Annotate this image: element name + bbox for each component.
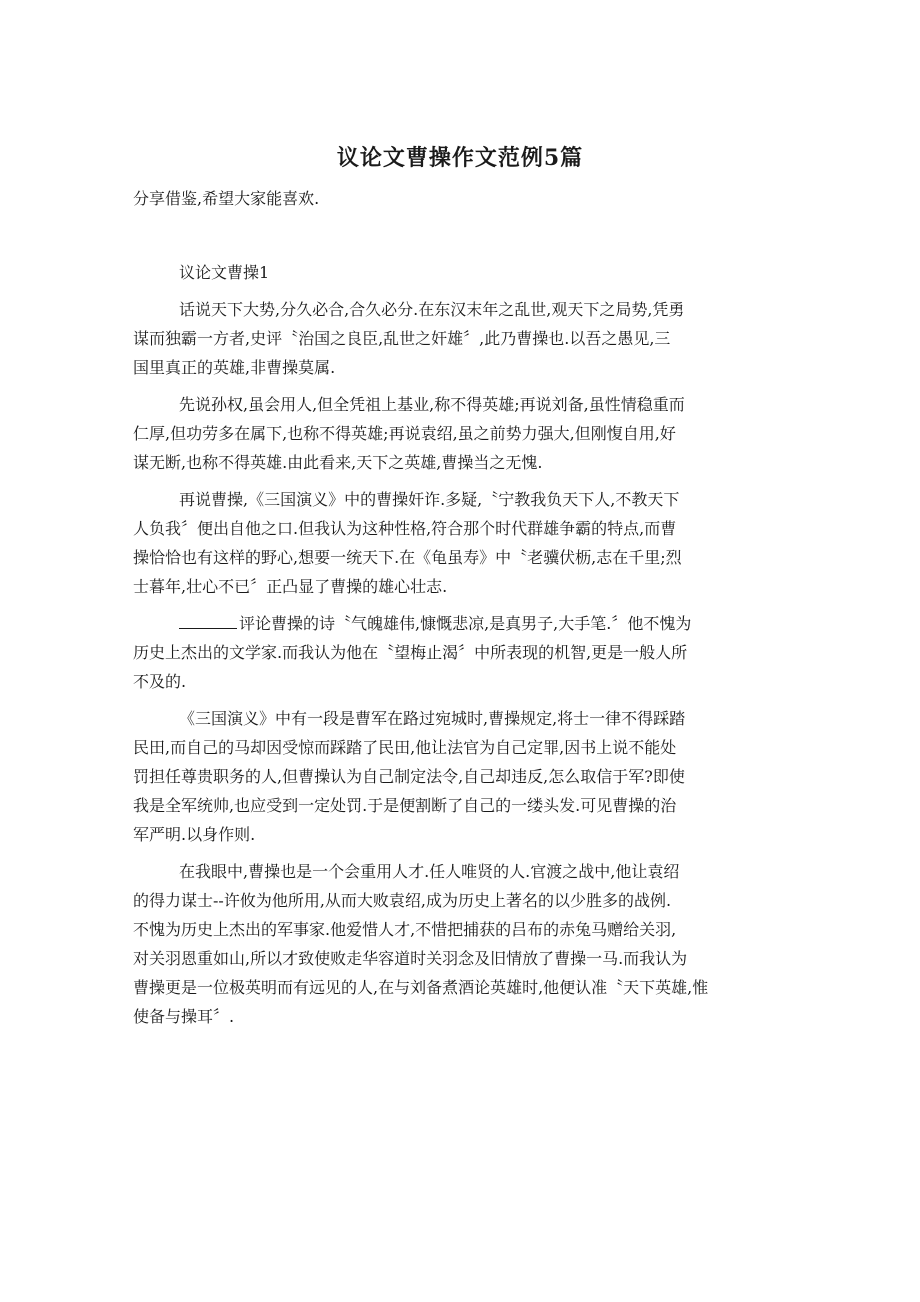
intro-text: 分享借鉴,希望大家能喜欢.	[133, 189, 320, 208]
paragraph-1	[133, 295, 813, 382]
paragraph-line: 的得力谋士--许攸为他所用,从而大败袁绍,成为历史上著名的以少胜多的战例.	[133, 891, 672, 910]
paragraph-2	[133, 390, 813, 477]
paragraph-line: 历史上杰出的文学家.而我认为他在〝望梅止渴〞中所表现的机智,更是一般人所	[133, 643, 688, 662]
section-heading-text: 议论文曹操1	[179, 263, 270, 282]
paragraph-line: 人负我〞便出自他之口.但我认为这种性格,符合那个时代群雄争霸的特点,而曹	[133, 519, 677, 538]
article-body	[133, 258, 813, 1039]
paragraph-line: 不愧为历史上杰出的军事家.他爱惜人才,不惜把捕获的吕布的赤兔马赠给关羽,	[133, 920, 677, 939]
paragraph-5	[133, 704, 813, 849]
paragraph-line: 仁厚,但功劳多在属下,也称不得英雄;再说袁绍,虽之前势力强大,但刚愎自用,好	[133, 424, 676, 443]
paragraph-line-with-blank	[133, 609, 813, 638]
paragraph-line: 使备与操耳〞.	[133, 1007, 235, 1026]
fill-in-blank	[179, 610, 237, 629]
paragraph-line: 《三国演义》中有一段是曹军在路过宛城时,曹操规定,将士一律不得踩踏	[179, 709, 686, 728]
paragraph-line: 对关羽恩重如山,所以才致使败走华容道时关羽念及旧情放了曹操一马.而我认为	[133, 949, 688, 968]
paragraph-line: 先说孙权,虽会用人,但全凭祖上基业,称不得英雄;再说刘备,虽性情稳重而	[179, 395, 685, 414]
paragraph-6	[133, 857, 813, 1031]
paragraph-line: 国里真正的英雄,非曹操莫属.	[133, 358, 336, 377]
paragraph-line: 再说曹操,《三国演义》中的曹操奸诈.多疑,〝宁教我负天下人,不教天下	[179, 490, 680, 509]
paragraph-4	[133, 609, 813, 696]
document-title: 议论文曹操作文范例5篇	[336, 145, 584, 171]
paragraph-line: 罚担任尊贵职务的人,但曹操认为自己制定法令,自己却违反,怎么取信于军?即使	[133, 767, 685, 786]
paragraph-line: 曹操更是一位极英明而有远见的人,在与刘备煮酒论英雄时,他便认准〝天下英雄,惟	[133, 978, 709, 997]
paragraph-3	[133, 485, 813, 601]
paragraph-line: 操恰恰也有这样的野心,想要一统天下.在《龟虽寿》中〝老骥伏枥,志在千里;烈	[133, 548, 682, 567]
paragraph-line: 军严明.以身作则.	[133, 825, 256, 844]
paragraph-line: 不及的.	[133, 672, 187, 691]
paragraph-line: 民田,而自己的马却因受惊而踩踏了民田,他让法官为自己定罪,因书上说不能处	[133, 738, 677, 757]
paragraph-line: 谋无断,也称不得英雄.由此看来,天下之英雄,曹操当之无愧.	[133, 453, 543, 472]
paragraph-line: 话说天下大势,分久必合,合久必分.在东汉末年之乱世,观天下之局势,凭勇	[179, 300, 685, 319]
paragraph-line: 在我眼中,曹操也是一个会重用人才.任人唯贤的人.官渡之战中,他让袁绍	[179, 862, 680, 881]
paragraph-line: 我是全军统帅,也应受到一定处罚.于是便割断了自己的一缕头发.可见曹操的治	[133, 796, 677, 815]
paragraph-line: 士暮年,壮心不已〞正凸显了曹操的雄心壮志.	[133, 577, 448, 596]
section-heading	[133, 258, 813, 287]
paragraph-line-text: 评论曹操的诗〝气魄雄伟,慷慨悲凉,是真男子,大手笔.〞他不愧为	[239, 614, 692, 633]
paragraph-line: 谋而独霸一方者,史评〝治国之良臣,乱世之奸雄〞,此乃曹操也.以吾之愚见,三	[133, 329, 671, 348]
